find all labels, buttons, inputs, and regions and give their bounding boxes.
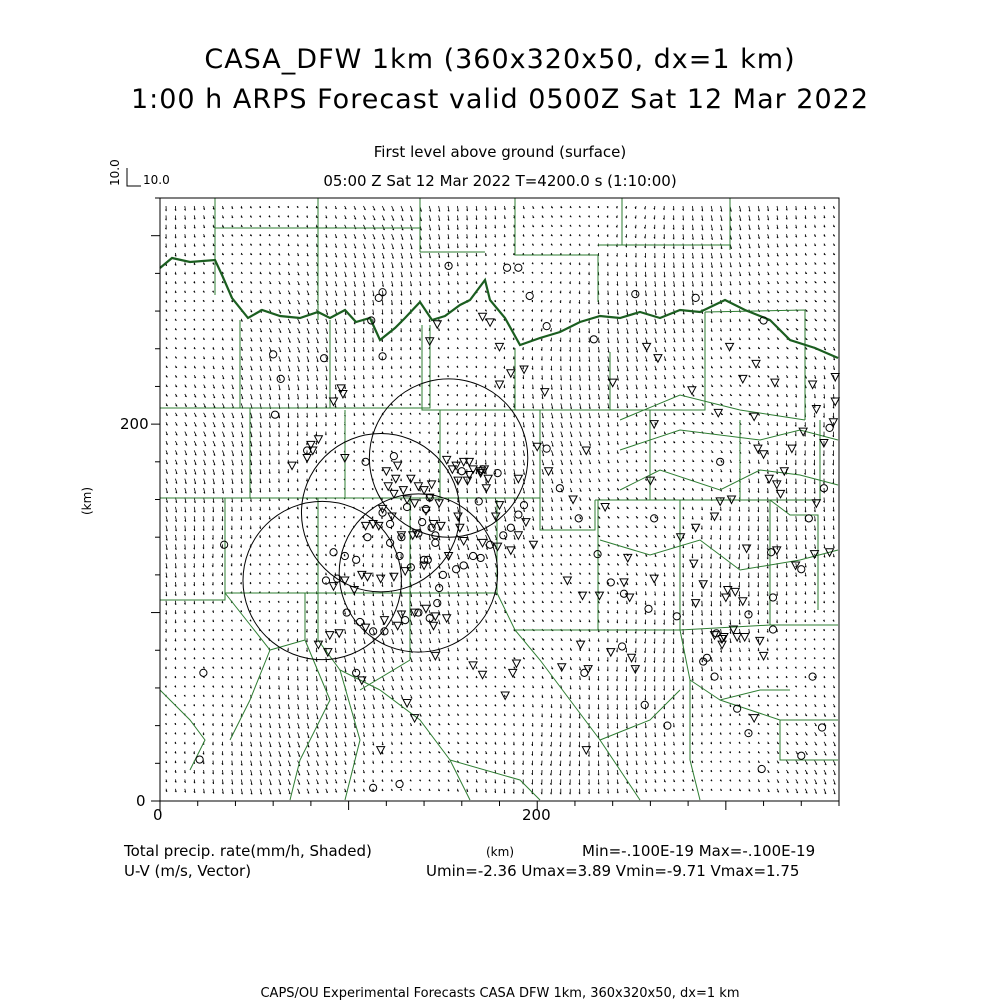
station-circle-marker (826, 424, 833, 431)
station-triangle-marker (722, 594, 730, 602)
station-triangle-marker (650, 421, 658, 429)
county-line (595, 410, 650, 500)
station-triangle-marker (335, 630, 343, 638)
station-triangle-marker (812, 500, 820, 508)
casa-radar-rings (243, 379, 528, 660)
station-circle-marker (556, 485, 563, 492)
station-triangle-marker (577, 641, 585, 649)
county-line (570, 700, 640, 800)
vector-field-label: U-V (m/s, Vector) (124, 862, 252, 880)
station-circle-marker (798, 752, 805, 759)
station-triangle-marker (628, 654, 636, 662)
station-circle-marker (581, 669, 588, 676)
county-line (598, 500, 680, 630)
station-circle-marker (818, 724, 825, 731)
station-circle-marker (692, 294, 699, 301)
station-triangle-marker (362, 522, 370, 530)
x-tick-0: 0 (153, 806, 163, 824)
county-line (720, 700, 838, 760)
station-circle-marker (387, 520, 394, 527)
plot-axes (151, 198, 839, 810)
county-line (318, 498, 410, 593)
county-line (225, 593, 305, 650)
station-triangle-marker (377, 575, 385, 583)
station-triangle-marker (479, 671, 487, 679)
station-triangle-marker (390, 573, 398, 581)
station-triangle-marker (831, 374, 839, 382)
station-triangle-marker (514, 475, 522, 483)
station-triangle-marker (690, 560, 698, 568)
county-line (620, 395, 805, 420)
station-circle-marker (769, 626, 776, 633)
minmax-stats: Min=-.100E-19 Max=-.100E-19 (582, 842, 816, 860)
station-triangle-marker (326, 632, 334, 640)
station-triangle-marker (428, 481, 436, 489)
station-circle-marker (390, 453, 397, 460)
county-line (515, 500, 598, 630)
station-triangle-marker (314, 436, 322, 444)
station-triangle-marker (330, 583, 338, 591)
station-triangle-marker (509, 669, 517, 677)
station-circle-marker (422, 505, 429, 512)
station-triangle-marker (496, 343, 504, 351)
vector-key-icon (127, 168, 141, 186)
station-circle-marker (221, 541, 228, 548)
county-line (515, 255, 598, 302)
station-circle-marker (798, 566, 805, 573)
station-triangle-marker (754, 445, 762, 453)
station-triangle-marker (411, 500, 419, 508)
station-circle-marker (758, 765, 765, 772)
station-triangle-marker (392, 475, 400, 483)
station-triangle-marker (422, 605, 430, 613)
station-circle-marker (711, 673, 718, 680)
station-triangle-marker (699, 581, 707, 589)
county-line (160, 593, 225, 600)
station-circle-marker (402, 617, 409, 624)
station-triangle-marker (420, 487, 428, 495)
station-circle-marker (645, 605, 652, 612)
station-triangle-marker (773, 481, 781, 489)
station-triangle-marker (520, 366, 528, 374)
x-tick-200: 200 (522, 806, 551, 824)
station-circle-marker (543, 323, 550, 330)
station-triangle-marker (792, 562, 800, 570)
station-triangle-marker (760, 652, 768, 660)
y-tick-0: 0 (136, 792, 146, 810)
station-circle-marker (439, 571, 446, 578)
station-triangle-marker (362, 624, 370, 632)
station-triangle-marker (394, 622, 402, 630)
station-triangle-marker (307, 441, 315, 449)
station-triangle-marker (433, 321, 441, 329)
station-triangle-marker (382, 468, 390, 476)
station-triangle-marker (741, 634, 749, 642)
station-circle-marker (745, 611, 752, 618)
station-circle-marker (419, 519, 426, 526)
station-circle-marker (364, 534, 371, 541)
station-triangle-marker (288, 462, 296, 470)
station-circle-marker (590, 336, 597, 343)
county-line (160, 320, 240, 408)
station-triangle-marker (377, 747, 385, 755)
station-triangle-marker (460, 537, 468, 545)
station-circle-marker (396, 780, 403, 787)
station-circle-marker (271, 411, 278, 418)
station-circle-marker (515, 264, 522, 271)
county-line (497, 593, 570, 700)
station-triangle-marker (688, 387, 696, 395)
county-boundaries (160, 198, 838, 800)
station-triangle-marker (494, 543, 502, 551)
station-circle-marker (618, 643, 625, 650)
station-circle-marker (436, 584, 443, 591)
station-circle-marker (520, 502, 527, 509)
station-circle-marker (353, 669, 360, 676)
station-circle-marker (353, 556, 360, 563)
station-triangle-marker (456, 524, 464, 532)
station-circle-marker (330, 549, 337, 556)
station-triangle-marker (522, 519, 530, 527)
station-triangle-marker (731, 588, 739, 596)
radar-ring (301, 434, 459, 592)
county-line (600, 690, 680, 740)
station-circle-marker (469, 552, 476, 559)
station-triangle-marker (558, 664, 566, 672)
station-circle-marker (500, 532, 507, 539)
station-circle-marker (356, 618, 363, 625)
station-triangle-marker (403, 700, 411, 708)
station-circle-marker (641, 701, 648, 708)
station-triangle-marker (812, 406, 820, 414)
station-circle-marker (507, 524, 514, 531)
station-circle-marker (805, 515, 812, 522)
county-line (380, 690, 470, 800)
county-line (340, 670, 360, 800)
station-triangle-marker (831, 398, 839, 406)
county-line (160, 690, 205, 770)
station-circle-marker (453, 566, 460, 573)
station-circle-marker (526, 292, 533, 299)
station-circle-marker (196, 756, 203, 763)
station-circle-marker (460, 562, 467, 569)
station-triangle-marker (496, 381, 504, 389)
y-tick-200: 200 (120, 415, 149, 433)
station-triangle-marker (431, 652, 439, 660)
station-triangle-marker (743, 545, 751, 553)
station-triangle-marker (443, 615, 451, 623)
station-triangle-marker (726, 343, 734, 351)
station-triangle-marker (750, 413, 758, 421)
station-circle-marker (200, 669, 207, 676)
uv-stats: Umin=-2.36 Umax=3.89 Vmin=-9.71 Vmax=1.75 (426, 862, 800, 880)
county-line (680, 500, 770, 630)
station-circle-marker (503, 264, 510, 271)
county-line (318, 593, 380, 690)
station-circle-marker (434, 600, 441, 607)
station-circle-marker (768, 549, 775, 556)
station-triangle-marker (394, 462, 402, 470)
station-triangle-marker (756, 637, 764, 645)
station-triangle-marker (443, 456, 451, 464)
station-circle-marker (458, 468, 465, 475)
station-triangle-marker (750, 715, 758, 723)
county-line (680, 630, 790, 700)
station-triangle-marker (765, 475, 773, 483)
county-line (422, 325, 515, 410)
station-triangle-marker (724, 586, 732, 594)
station-triangle-marker (788, 445, 796, 453)
station-triangle-marker (399, 487, 407, 495)
station-triangle-marker (380, 617, 388, 625)
station-triangle-marker (760, 451, 768, 459)
station-triangle-marker (507, 547, 515, 555)
station-triangle-marker (337, 385, 345, 393)
county-line (515, 348, 610, 410)
vector-key-vertical-label: 10.0 (108, 159, 122, 186)
station-triangle-marker (514, 532, 522, 540)
station-circle-marker (543, 445, 550, 452)
station-circle-marker (277, 375, 284, 382)
station-circle-marker (632, 291, 639, 298)
x-axis-label: (km) (486, 845, 515, 859)
level-subtitle: First level above ground (surface) (373, 143, 627, 161)
station-triangle-marker (545, 468, 553, 476)
station-triangle-marker (631, 666, 639, 674)
station-triangle-marker (486, 319, 494, 327)
vector-key-horizontal-label: 10.0 (143, 173, 170, 187)
station-circle-marker (270, 351, 277, 358)
station-triangle-marker (330, 398, 338, 406)
station-circle-marker (515, 511, 522, 518)
station-triangle-marker (569, 496, 577, 504)
station-circle-marker (651, 515, 658, 522)
station-triangle-marker (650, 575, 658, 583)
map-title-line1: CASA_DFW 1km (360x320x50, dx=1 km) (204, 44, 796, 75)
station-triangle-marker (578, 592, 586, 600)
station-triangle-marker (716, 498, 724, 506)
station-circle-marker (717, 458, 724, 465)
station-circle-marker (475, 498, 482, 505)
station-triangle-marker (512, 660, 520, 668)
county-line (230, 650, 270, 740)
time-subtitle: 05:00 Z Sat 12 Mar 2022 T=4200.0 s (1:10:00) (323, 172, 677, 190)
county-line (690, 680, 700, 800)
station-triangle-marker (479, 539, 487, 547)
station-circle-marker (362, 458, 369, 465)
station-circle-marker (432, 539, 439, 546)
station-circle-marker (673, 613, 680, 620)
station-circle-marker (575, 515, 582, 522)
map-title-line2: 1:00 h ARPS Forecast valid 0500Z Sat 12 Mar 2022 (130, 84, 870, 115)
y-axis-label: (km) (80, 486, 94, 515)
credit-footer: CAPS/OU Experimental Forecasts CASA DFW 1km, 360x320x50, dx=1 km (260, 986, 740, 1001)
county-line (290, 640, 330, 800)
station-triangle-marker (437, 522, 445, 530)
shaded-field-label: Total precip. rate(mm/h, Shaded) (124, 842, 372, 860)
county-line (225, 498, 318, 593)
